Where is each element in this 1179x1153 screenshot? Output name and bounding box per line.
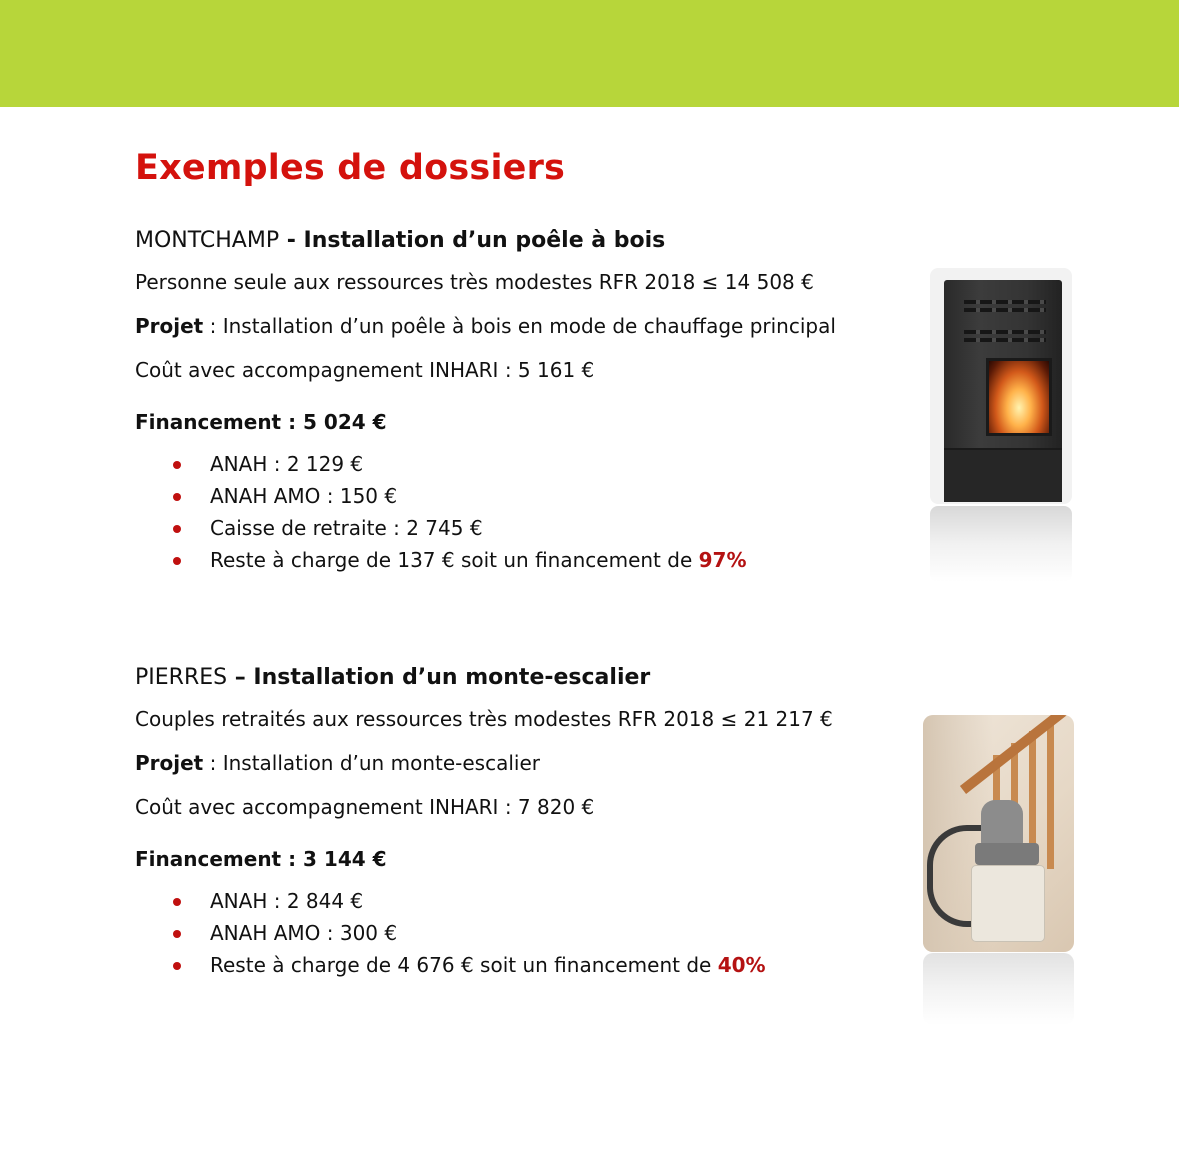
list-item-text: Reste à charge de 4 676 € soit un financement de: [210, 953, 718, 977]
baluster: [1047, 719, 1054, 869]
financing-list: [135, 448, 895, 576]
case-title: - Installation d’un poêle à bois: [279, 228, 666, 253]
list-item: [135, 917, 895, 949]
cost-line: Coût avec accompagnement INHARI : 7 820 €: [135, 795, 595, 819]
list-item: [135, 480, 895, 512]
stairlift-image: [923, 715, 1074, 952]
project-text: : Installation d’un poêle à bois en mode de chauffage principal: [203, 314, 836, 338]
cost-line: Coût avec accompagnement INHARI : 5 161 €: [135, 358, 595, 382]
list-item: [135, 448, 895, 480]
bullet-icon: [173, 557, 181, 565]
stove-fire-window: [986, 358, 1052, 436]
project-line: [135, 741, 895, 785]
bullet-icon: [173, 461, 181, 469]
stairlift-seat-back: [981, 800, 1023, 848]
list-item-text: ANAH : 2 129 €: [210, 452, 364, 476]
project-label: Projet: [135, 314, 204, 338]
case-heading: [135, 659, 895, 697]
project-label: Projet: [135, 751, 204, 775]
bullet-icon: [173, 525, 181, 533]
top-green-band: [0, 0, 1179, 107]
list-item-text: ANAH AMO : 150 €: [210, 484, 398, 508]
list-item-text: ANAH AMO : 300 €: [210, 921, 398, 945]
case-place: PIERRES: [135, 665, 228, 690]
household-line: Personne seule aux ressources très modestes RFR 2018 ≤ 14 508 €: [135, 270, 814, 294]
wood-stove-image: [930, 268, 1072, 504]
list-item: [135, 885, 895, 917]
household-line: Couples retraités aux ressources très modestes RFR 2018 ≤ 21 217 €: [135, 707, 833, 731]
case-place: MONTCHAMP: [135, 228, 280, 253]
stove-base: [944, 448, 1062, 502]
case-pierres: [135, 659, 895, 981]
financing-percent: 40%: [717, 953, 766, 977]
project-line: [135, 304, 895, 348]
stove-reflection: [930, 506, 1072, 582]
stairlift-seat: [975, 843, 1039, 865]
project-text: : Installation d’un monte-escalier: [203, 751, 540, 775]
list-item: [135, 512, 895, 544]
stairlift-reflection: [923, 953, 1074, 1025]
stairlift-base: [971, 865, 1045, 942]
stove-grille: [964, 308, 1046, 312]
bullet-icon: [173, 493, 181, 501]
financing-total: Financement : 5 024 €: [135, 410, 387, 434]
financing-list: [135, 885, 895, 981]
bullet-icon: [173, 898, 181, 906]
case-title: – Installation d’un monte-escalier: [227, 665, 651, 690]
list-item: [135, 949, 895, 981]
page-title: Exemples de dossiers: [135, 148, 566, 188]
list-item-text: Reste à charge de 137 € soit un financement de: [210, 548, 699, 572]
bullet-icon: [173, 962, 181, 970]
financing-percent: 97%: [698, 548, 747, 572]
stove-grille: [964, 330, 1046, 334]
financing-total: Financement : 3 144 €: [135, 847, 387, 871]
stove-grille: [964, 338, 1046, 342]
list-item: [135, 544, 895, 576]
bullet-icon: [173, 930, 181, 938]
list-item-text: Caisse de retraite : 2 745 €: [210, 516, 483, 540]
case-heading: [135, 222, 895, 260]
case-montchamp: [135, 222, 895, 576]
list-item-text: ANAH : 2 844 €: [210, 889, 364, 913]
stove-grille: [964, 300, 1046, 304]
